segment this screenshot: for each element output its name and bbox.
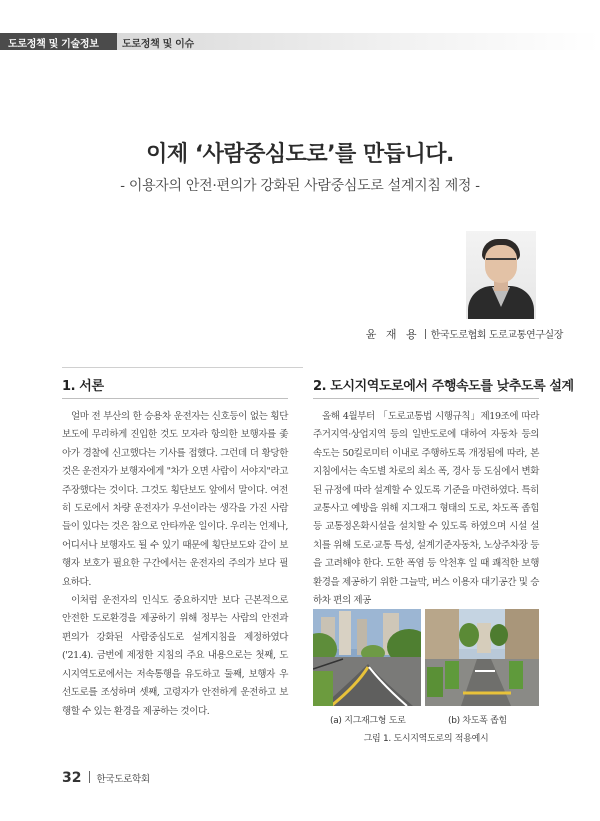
category-label: 도로정책 및 기술정보: [8, 39, 99, 50]
header-band: [0, 33, 600, 50]
section2-rule: [313, 398, 539, 399]
figure-photos: [313, 609, 539, 706]
zigzag-road-illustration: [313, 609, 421, 706]
author-byline: [366, 326, 563, 342]
section1-body: [62, 408, 288, 721]
author-portrait: [466, 231, 536, 319]
article-title: 이제 ‘사람중심도로’를 만듭니다.: [146, 142, 454, 167]
author-affiliation: 한국도로협회 도로교통연구실장: [430, 330, 563, 341]
page-footer: [62, 767, 150, 786]
figure-caption: 그림 1. 도시지역도로의 적용예시: [363, 734, 489, 744]
section1-paragraph-2: 이처럼 운전자의 인식도 중요하지만 보다 근본적으로 안전한 도로환경을 제공하기 위해 정부는 사람의 안전과 편의가 강화된 사람중심도로 설계지침을 제정하였다('21.4). 금번에 제정한 지침의 주요 내용으로는 첫째, 도시지역도로에서는 저속통행을 유도하고 둘째, 보행자 우선도로를 조성하며 셋째, 고령자가 안전하게 운전하고 보행할 수 있는 환경을 제공하는 것이다.: [62, 595, 288, 717]
section1-heading: 1. 서론: [62, 379, 104, 394]
article-subtitle: - 이용자의 안전·편의가 강화된 사람중심도로 설계지침 제정 -: [120, 178, 480, 194]
road-narrowing-illustration: [425, 609, 539, 706]
photo-zigzag-road: [313, 609, 421, 706]
caption-b: (b) 차도폭 좁힘: [448, 716, 507, 726]
section1-rule: [62, 398, 288, 399]
top-divider: [62, 367, 303, 368]
photo-road-narrowing: [425, 609, 539, 706]
author-name: 윤 재 용: [365, 328, 420, 341]
section2-heading: 2. 도시지역도로에서 주행속도를 낮추도록 설계: [313, 379, 574, 394]
caption-a: (a) 지그재그형 도로: [330, 716, 406, 726]
page-number: 32: [62, 770, 82, 786]
footer-divider: [89, 771, 90, 783]
portrait-glasses: [486, 258, 516, 268]
section2-body: [313, 408, 539, 610]
section2-paragraph-1: 올해 4월부터 「도로교통법 시행규칙」제19조에 따라 주거지역·상업지역 등의 일반도로에 대하여 자동차 등의 속도는 50킬로미터 이내로 주행하도록 개정됨에 따라, 본 지침에서는 속도별 차로의 최소 폭, 경사 등 도심에서 변화된 규정에 따라 설계할 수 있도록 기준을 마련하였다. 특히 교통사고 예방을 위해 지그재그 형태의 도로, 차도폭 좁힘 등 교통정온화시설을 설치할 수 있도록 하였으며 시설 설치를 위해 도로·교통 특성, 설계기준자동차, 노상주차장 등을 고려해야 한다. 도한 폭염 등 악천후 일 때 쾌적한 보행환경을 제공하기 위한 그늘막, 버스 이용자 대기공간 및 승하차 편의 제공: [313, 411, 539, 607]
byline-divider: [425, 329, 426, 339]
footer-organization: 한국도로학회: [96, 774, 150, 785]
section1-paragraph-1: 얼마 전 부산의 한 승용차 운전자는 신호등이 없는 횡단보도에 무리하게 진입한 것도 모자라 항의한 보행자를 좇아가 경찰에 신고했다는 기사를 접했다. 그런데 더 황당한 것은 운전자가 보행자에게 "차가 오면 사람이 서야지"라고 주장했다는 것이다. 그것도 횡단보도 앞에서 말이다. 여전히 도로에서 차량 운전자가 우선이라는 생각을 가진 사람들이 있다는 것은 참으로 안타까운 일이다. 우리는 언제나, 어디서나 보행자도 될 수 있기 때문에 횡단보도와 같이 보행자 보호가 필요한 구간에서는 운전자의 주의가 보다 필요하다.: [62, 411, 288, 588]
subcategory-label: 도로정책 및 이슈: [122, 39, 194, 50]
